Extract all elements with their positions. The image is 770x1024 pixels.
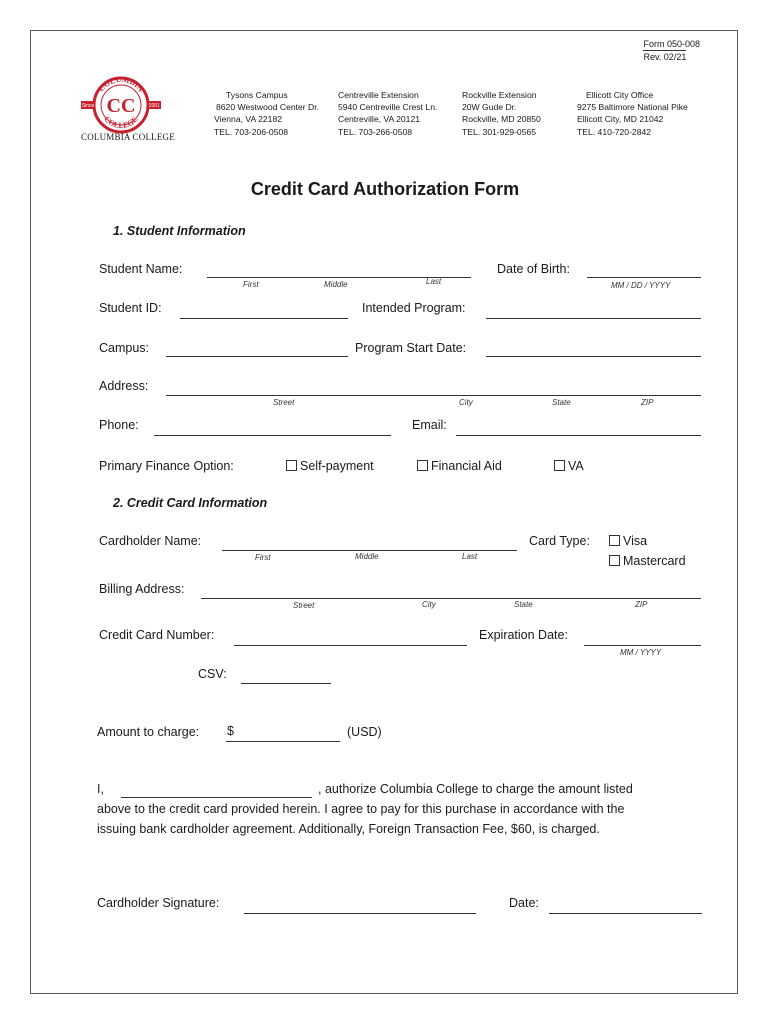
address-label: Address:: [99, 379, 149, 393]
campus-city: Ellicott City, MD 21042: [577, 114, 664, 125]
cardholder-name-field[interactable]: [222, 550, 517, 551]
currency-note: (USD): [347, 725, 382, 739]
campus-city: Vienna, VA 22182: [214, 114, 283, 125]
billing-city-sub: City: [422, 600, 436, 609]
student-section-heading: 1. Student Information: [113, 224, 246, 238]
finance-label: Primary Finance Option:: [99, 459, 234, 473]
amount-field[interactable]: [226, 741, 340, 742]
signature-date-field[interactable]: [549, 913, 702, 914]
campus-tysons: [214, 89, 319, 138]
checkbox-icon[interactable]: [417, 460, 428, 471]
campus-phone: TEL. 703-206-0508: [214, 126, 289, 137]
form-title: Credit Card Authorization Form: [250, 179, 520, 199]
dob-sub: MM / DD / YYYY: [611, 281, 671, 290]
address-city-sub: City: [459, 398, 473, 407]
cardholder-middle-sub: Middle: [355, 552, 379, 561]
program-label: Intended Program:: [362, 301, 466, 315]
signature-label: Cardholder Signature:: [97, 896, 220, 910]
finance-option-label: VA: [568, 459, 584, 473]
finance-option-label: Self-payment: [300, 459, 374, 473]
card-number-field[interactable]: [234, 645, 467, 646]
billing-state-sub: State: [514, 600, 533, 609]
auth-line-1: , authorize Columbia College to charge the amount listed: [318, 782, 633, 796]
address-street-sub: Street: [273, 398, 295, 407]
csv-field[interactable]: [241, 683, 331, 684]
phone-field[interactable]: [154, 435, 391, 436]
student-middle-sub: Middle: [324, 280, 348, 289]
form-number-block: [643, 38, 700, 63]
campus-rockville: [462, 89, 541, 138]
campus-phone: TEL. 301-929-0565: [462, 126, 537, 137]
email-label: Email:: [412, 418, 447, 432]
college-name: COLUMBIA COLLEGE: [81, 132, 175, 142]
college-logo: [79, 75, 163, 140]
campus-label: Campus:: [99, 341, 150, 355]
address-zip-sub: ZIP: [641, 398, 654, 407]
campus-address: 20W Gude Dr.: [462, 102, 517, 113]
student-first-sub: First: [243, 280, 259, 289]
campus-name: Centreville Extension: [338, 90, 419, 100]
address-state-sub: State: [552, 398, 571, 407]
finance-option-label: Financial Aid: [431, 459, 502, 473]
start-date-field[interactable]: [486, 356, 701, 357]
logo-year: 1991: [148, 103, 160, 109]
phone-label: Phone:: [99, 418, 139, 432]
currency-symbol: $: [227, 724, 234, 738]
campus-city: Rockville, MD 20850: [462, 114, 541, 125]
checkbox-icon[interactable]: [554, 460, 565, 471]
csv-label: CSV:: [198, 667, 227, 681]
address-field[interactable]: [166, 395, 701, 396]
cardholder-first-sub: First: [255, 553, 271, 562]
campus-name: Tysons Campus: [226, 90, 288, 100]
finance-option-self-payment[interactable]: [286, 459, 374, 473]
billing-street-sub: Street: [293, 601, 315, 610]
amount-label: Amount to charge:: [97, 725, 200, 739]
card-type-option-label: Visa: [623, 534, 648, 548]
card-type-visa[interactable]: [609, 534, 647, 548]
campus-name: Ellicott City Office: [586, 90, 654, 100]
campus-city: Centreville, VA 20121: [338, 114, 421, 125]
campus-address: 9275 Baltimore National Pike: [577, 102, 688, 113]
auth-prefix: I,: [97, 782, 104, 796]
campus-phone: TEL. 410-720-2842: [577, 126, 652, 137]
auth-line-2: above to the credit card provided herein. I agree to pay for this purchase in accordance with the: [97, 802, 625, 816]
student-last-sub: Last: [426, 277, 442, 286]
expiration-field[interactable]: [584, 645, 701, 646]
form-page: [30, 30, 738, 994]
cardholder-name-label: Cardholder Name:: [99, 534, 202, 548]
logo-since: Since: [81, 103, 95, 109]
billing-zip-sub: ZIP: [635, 600, 648, 609]
campus-phone: TEL. 703-266-0508: [338, 126, 413, 137]
start-date-label: Program Start Date:: [355, 341, 467, 355]
college-seal-icon: [79, 75, 163, 135]
campus-name: Rockville Extension: [462, 90, 537, 100]
svg-text:CC: CC: [106, 95, 136, 117]
card-type-option-label: Mastercard: [623, 554, 686, 568]
email-field[interactable]: [456, 435, 701, 436]
signature-date-label: Date:: [509, 896, 539, 910]
form-number: Form 050-008: [643, 39, 700, 49]
program-field[interactable]: [486, 318, 701, 319]
card-type-label: Card Type:: [529, 534, 590, 548]
card-type-mastercard[interactable]: [609, 554, 686, 568]
expiration-sub: MM / YYYY: [620, 648, 662, 657]
checkbox-icon[interactable]: [609, 535, 620, 546]
auth-line-3: issuing bank cardholder agreement. Additionally, Foreign Transaction Fee, $60, is charged.: [97, 822, 600, 836]
student-id-field[interactable]: [180, 318, 348, 319]
campus-address: 8620 Westwood Center Dr.: [216, 102, 320, 113]
logo-arc-text: COLUMBIA: [96, 75, 146, 94]
form-revision: Rev. 02/21: [643, 52, 687, 62]
billing-address-field[interactable]: [201, 598, 701, 599]
logo-bottom-text: COLLEGE: [102, 114, 140, 131]
finance-option-financial-aid[interactable]: [417, 459, 502, 473]
finance-option-va[interactable]: [554, 459, 584, 473]
campus-centreville: [338, 89, 437, 138]
expiration-label: Expiration Date:: [479, 628, 568, 642]
billing-address-label: Billing Address:: [99, 582, 185, 596]
signature-field[interactable]: [244, 913, 476, 914]
campus-field[interactable]: [166, 356, 348, 357]
campus-ellicott: [577, 89, 688, 138]
campus-address: 5940 Centreville Crest Ln.: [338, 102, 438, 113]
student-id-label: Student ID:: [99, 301, 162, 315]
card-section-heading: 2. Credit Card Information: [113, 496, 268, 510]
checkbox-icon[interactable]: [609, 555, 620, 566]
card-number-label: Credit Card Number:: [99, 628, 215, 642]
cardholder-last-sub: Last: [462, 552, 478, 561]
dob-label: Date of Birth:: [497, 262, 570, 276]
dob-field[interactable]: [587, 277, 701, 278]
student-name-label: Student Name:: [99, 262, 183, 276]
checkbox-icon[interactable]: [286, 460, 297, 471]
auth-name-field[interactable]: [121, 797, 312, 798]
